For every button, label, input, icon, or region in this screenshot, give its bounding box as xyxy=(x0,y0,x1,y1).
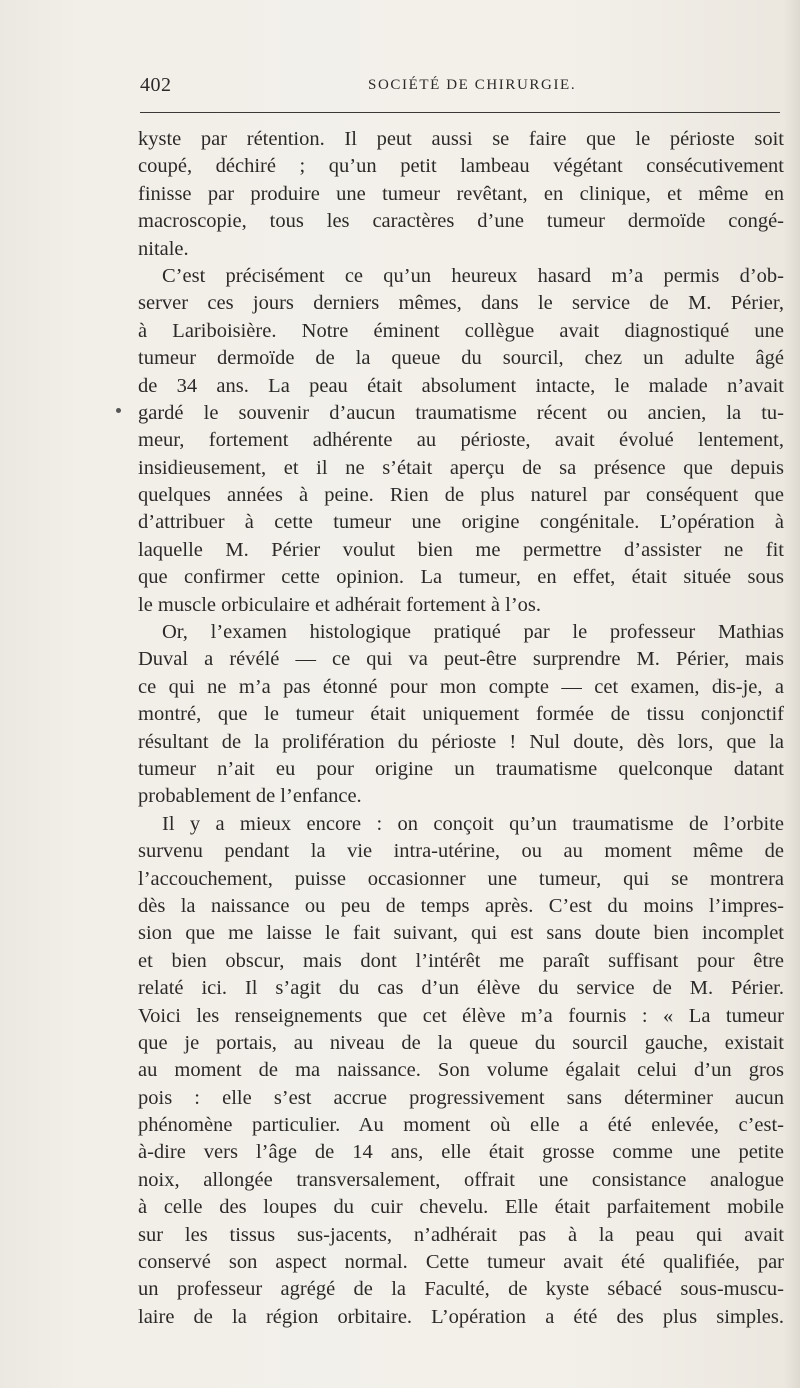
text-line: et bien obscur, mais dont l’intérêt me paraît suffisant pour être xyxy=(138,949,784,972)
text-line: server ces jours derniers mêmes, dans le service de M. Périer, xyxy=(138,292,784,315)
text-line: Il y a mieux encore : on conçoit qu’un traumatisme de l’orbite xyxy=(162,812,784,835)
text-line: tumeur n’ait eu pour origine un traumatisme quelconque datant xyxy=(138,757,784,780)
text-line: nitale. xyxy=(138,237,189,260)
text-line: C’est précisément ce qu’un heureux hasard m’a permis d’ob- xyxy=(162,264,784,287)
text-line: coupé, déchiré ; qu’un petit lambeau végétant consécutivement xyxy=(138,155,784,178)
text-line: d’attribuer à cette tumeur une origine congénitale. L’opération à xyxy=(138,511,784,534)
body-text xyxy=(138,126,784,1331)
text-line: phénomène particulier. Au moment où elle a été enlevée, c’est- xyxy=(138,1114,784,1137)
header-rule xyxy=(140,112,780,113)
text-line: macroscopie, tous les caractères d’une tumeur dermoïde congé- xyxy=(138,210,784,233)
text-line: Or, l’examen histologique pratiqué par le professeur Mathias xyxy=(162,621,784,644)
text-line: meur, fortement adhérente au périoste, avait évolué lentement, xyxy=(138,429,784,452)
text-line: montré, que le tumeur était uniquement formée de tissu conjonctif xyxy=(138,703,784,726)
text-line: que je portais, au niveau de la queue du sourcil gauche, existait xyxy=(138,1031,784,1054)
text-line: finisse par produire une tumeur revêtant, en clinique, et même en xyxy=(138,182,784,205)
text-line: survenu pendant la vie intra-utérine, ou au moment même de xyxy=(138,840,784,863)
text-line: gardé le souvenir d’aucun traumatisme récent ou ancien, la tu- xyxy=(138,401,784,424)
text-line: kyste par rétention. Il peut aussi se faire que le périoste soit xyxy=(138,128,784,150)
page-number: 402 xyxy=(140,74,172,96)
text-line: probablement de l’enfance. xyxy=(138,785,362,808)
text-line: l’accouchement, puisse occasionner une tumeur, qui se montrera xyxy=(138,867,784,890)
text-line: noix, allongée transversalement, offrait une consistance analogue xyxy=(138,1168,784,1191)
text-line: quelques années à peine. Rien de plus naturel par conséquent que xyxy=(138,484,784,507)
text-line: ce qui ne m’a pas étonné pour mon compte — cet examen, dis-je, a xyxy=(138,675,784,698)
text-line: que confirmer cette opinion. La tumeur, en effet, était située sous xyxy=(138,566,784,589)
text-line: à celle des loupes du cuir chevelu. Elle était parfaitement mobile xyxy=(138,1196,784,1219)
text-line: au moment de ma naissance. Son volume égalait celui d’un gros xyxy=(138,1059,784,1082)
running-head: SOCIÉTÉ DE CHIRURGIE. xyxy=(368,77,577,93)
text-line: tumeur dermoïde de la queue du sourcil, chez un adulte âgé xyxy=(138,347,784,370)
text-line: le muscle orbiculaire et adhérait fortement à l’os. xyxy=(138,593,541,616)
text-line: résultant de la prolifération du périoste ! Nul doute, dès lors, que la xyxy=(138,730,784,753)
text-line: laquelle M. Périer voulut bien me permettre d’assister ne fit xyxy=(138,538,784,561)
margin-speck xyxy=(116,408,121,413)
page-edge-shadow xyxy=(784,0,800,1388)
text-line: de 34 ans. La peau était absolument intacte, le malade n’avait xyxy=(138,374,784,397)
text-line: à Lariboisière. Notre éminent collègue avait diagnostiqué une xyxy=(138,319,784,342)
text-line: sur les tissus sus-jacents, n’adhérait pas à la peau qui avait xyxy=(138,1223,784,1246)
text-line: dès la naissance ou peu de temps après. C’est du moins l’impres- xyxy=(138,894,784,917)
text-line: insidieusement, et il ne s’était aperçu de sa présence que depuis xyxy=(138,456,784,479)
text-line: laire de la région orbitaire. L’opération a été des plus simples. xyxy=(138,1305,784,1328)
text-line: un professeur agrégé de la Faculté, de kyste sébacé sous-muscu- xyxy=(138,1278,784,1301)
text-line: Voici les renseignements que cet élève m’a fournis : « La tumeur xyxy=(138,1004,784,1027)
text-line: Duval a révélé — ce qui va peut-être surprendre M. Périer, mais xyxy=(138,648,784,671)
text-line: conservé son aspect normal. Cette tumeur avait été qualifiée, par xyxy=(138,1251,784,1274)
text-line: à-dire vers l’âge de 14 ans, elle était grosse comme une petite xyxy=(138,1141,784,1164)
text-line: relaté ici. Il s’agit du cas d’un élève du service de M. Périer. xyxy=(138,977,784,1000)
text-line: pois : elle s’est accrue progressivement sans déterminer aucun xyxy=(138,1086,784,1109)
text-line: sion que me laisse le fait suivant, qui est sans doute bien incomplet xyxy=(138,922,784,945)
page-header xyxy=(140,74,780,102)
